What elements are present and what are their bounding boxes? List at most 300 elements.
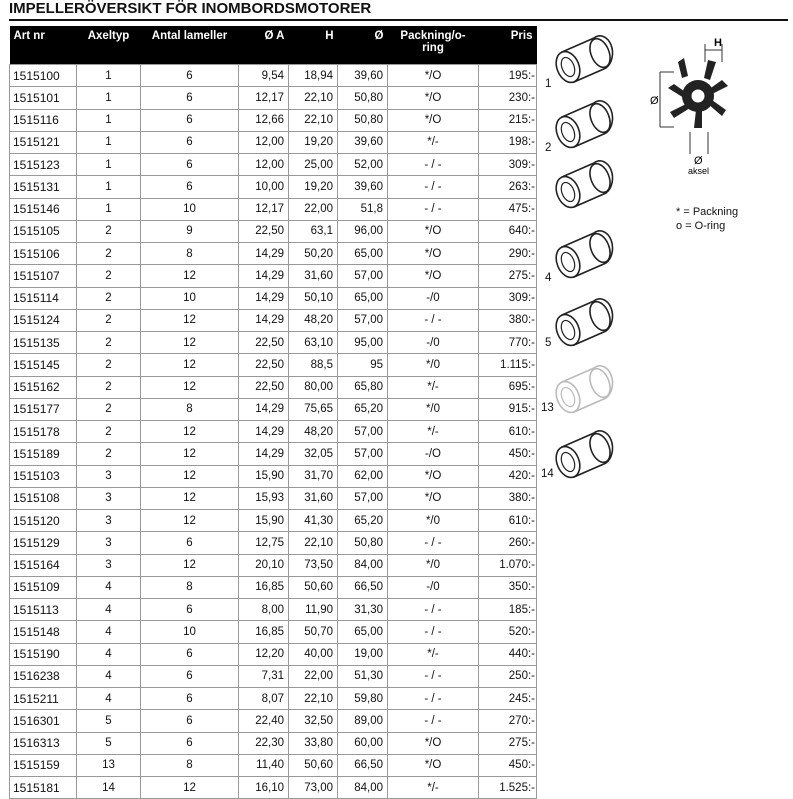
cell-lameller: 6 xyxy=(141,532,239,554)
cell-axeltyp: 1 xyxy=(77,87,141,109)
cell-dia-a: 12,66 xyxy=(239,109,289,131)
cell-packning: */O xyxy=(388,465,479,487)
cell-pris: 640:- xyxy=(479,220,537,242)
cell-dia-a: 16,85 xyxy=(239,621,289,643)
cell-pris: 695:- xyxy=(479,376,537,398)
cell-axeltyp: 3 xyxy=(77,554,141,576)
table-row xyxy=(10,621,537,643)
cell-packning: */0 xyxy=(388,354,479,376)
cell-pris: 309:- xyxy=(479,154,537,176)
shaft-sleeve-icon xyxy=(548,225,618,290)
cell-lameller: 12 xyxy=(141,777,239,799)
cell-lameller: 12 xyxy=(141,421,239,443)
cell-h: 88,5 xyxy=(289,354,338,376)
cell-art-nr: 1515148 xyxy=(10,621,77,643)
cell-lameller: 6 xyxy=(141,732,239,754)
table-row xyxy=(10,109,537,131)
shaft-type-number: 4 xyxy=(545,272,552,284)
table-row xyxy=(10,243,537,265)
shaft-sleeve-icon xyxy=(548,293,618,358)
cell-pris: 230:- xyxy=(479,87,537,109)
cell-dia-a: 14,29 xyxy=(239,443,289,465)
cell-h: 22,00 xyxy=(289,198,338,220)
cell-lameller: 12 xyxy=(141,510,239,532)
cell-axeltyp: 3 xyxy=(77,487,141,509)
table-row xyxy=(10,176,537,198)
table-row xyxy=(10,732,537,754)
cell-dia-a: 15,90 xyxy=(239,465,289,487)
table-row xyxy=(10,87,537,109)
cell-lameller: 10 xyxy=(141,621,239,643)
col-header-pris: Pris xyxy=(479,26,537,65)
cell-dia: 39,60 xyxy=(338,176,388,198)
cell-axeltyp: 2 xyxy=(77,309,141,331)
shaft-type-number: 13 xyxy=(541,402,554,414)
cell-axeltyp: 2 xyxy=(77,243,141,265)
cell-pris: 450:- xyxy=(479,754,537,776)
cell-pris: 450:- xyxy=(479,443,537,465)
table-row xyxy=(10,220,537,242)
table-row xyxy=(10,688,537,710)
cell-dia: 57,00 xyxy=(338,309,388,331)
cell-dia-a: 14,29 xyxy=(239,243,289,265)
cell-art-nr: 1515114 xyxy=(10,287,77,309)
cell-packning: */- xyxy=(388,376,479,398)
cell-art-nr: 1515162 xyxy=(10,376,77,398)
cell-dia: 50,80 xyxy=(338,109,388,131)
shaft-sleeve-icon xyxy=(548,425,618,490)
cell-dia-a: 14,29 xyxy=(239,309,289,331)
cell-h: 50,60 xyxy=(289,576,338,598)
cell-pris: 380:- xyxy=(479,487,537,509)
table-body xyxy=(10,65,537,799)
cell-h: 50,10 xyxy=(289,287,338,309)
cell-dia-a: 22,30 xyxy=(239,732,289,754)
table-row xyxy=(10,154,537,176)
impeller-table xyxy=(9,26,537,799)
cell-packning: */O xyxy=(388,754,479,776)
shaft-sleeve-icon xyxy=(548,30,618,95)
shaft-word: aksel xyxy=(688,166,710,176)
cell-lameller: 12 xyxy=(141,309,239,331)
cell-lameller: 6 xyxy=(141,87,239,109)
cell-packning: */O xyxy=(388,109,479,131)
cell-dia: 51,8 xyxy=(338,198,388,220)
col-header-dia: Ø xyxy=(338,26,388,65)
cell-pris: 275:- xyxy=(479,732,537,754)
cell-pris: 1.525:- xyxy=(479,777,537,799)
cell-pris: 215:- xyxy=(479,109,537,131)
cell-dia: 65,00 xyxy=(338,621,388,643)
cell-dia: 52,00 xyxy=(338,154,388,176)
table-row xyxy=(10,754,537,776)
cell-axeltyp: 4 xyxy=(77,621,141,643)
cell-art-nr: 1515109 xyxy=(10,576,77,598)
cell-packning: - / - xyxy=(388,710,479,732)
cell-axeltyp: 2 xyxy=(77,265,141,287)
cell-dia: 57,00 xyxy=(338,421,388,443)
cell-packning: */- xyxy=(388,131,479,153)
cell-h: 40,00 xyxy=(289,643,338,665)
cell-art-nr: 1515145 xyxy=(10,354,77,376)
cell-pris: 420:- xyxy=(479,465,537,487)
cell-packning: - / - xyxy=(388,532,479,554)
table-row xyxy=(10,665,537,687)
cell-axeltyp: 2 xyxy=(77,398,141,420)
cell-axeltyp: 4 xyxy=(77,665,141,687)
cell-pris: 380:- xyxy=(479,309,537,331)
table-row xyxy=(10,465,537,487)
cell-axeltyp: 2 xyxy=(77,376,141,398)
page-title: IMPELLERÖVERSIKT FÖR INOMBORDSMOTORER xyxy=(9,0,372,17)
cell-dia: 66,50 xyxy=(338,754,388,776)
table-row xyxy=(10,198,537,220)
cell-packning: - / - xyxy=(388,309,479,331)
table-row xyxy=(10,710,537,732)
shaft-type-number: 1 xyxy=(545,78,552,90)
cell-h: 33,80 xyxy=(289,732,338,754)
table-row xyxy=(10,576,537,598)
cell-dia-a: 22,40 xyxy=(239,710,289,732)
cell-dia: 65,20 xyxy=(338,510,388,532)
cell-packning: */- xyxy=(388,421,479,443)
cell-axeltyp: 2 xyxy=(77,421,141,443)
cell-axeltyp: 4 xyxy=(77,599,141,621)
cell-art-nr: 1515105 xyxy=(10,220,77,242)
cell-art-nr: 1515159 xyxy=(10,754,77,776)
cell-h: 48,20 xyxy=(289,309,338,331)
cell-art-nr: 1515113 xyxy=(10,599,77,621)
cell-axeltyp: 1 xyxy=(77,109,141,131)
cell-lameller: 6 xyxy=(141,665,239,687)
cell-axeltyp: 13 xyxy=(77,754,141,776)
cell-h: 31,60 xyxy=(289,265,338,287)
table-row xyxy=(10,487,537,509)
cell-axeltyp: 1 xyxy=(77,198,141,220)
cell-dia: 50,80 xyxy=(338,87,388,109)
cell-axeltyp: 3 xyxy=(77,465,141,487)
cell-h: 22,10 xyxy=(289,688,338,710)
cell-pris: 1.070:- xyxy=(479,554,537,576)
cell-dia: 59,80 xyxy=(338,688,388,710)
cell-pris: 250:- xyxy=(479,665,537,687)
cell-dia: 51,30 xyxy=(338,665,388,687)
cell-pris: 263:- xyxy=(479,176,537,198)
cell-dia: 57,00 xyxy=(338,443,388,465)
cell-dia-a: 22,50 xyxy=(239,354,289,376)
cell-art-nr: 1515177 xyxy=(10,398,77,420)
cell-art-nr: 1515101 xyxy=(10,87,77,109)
col-header-antal-lameller: Antal lameller xyxy=(141,26,239,65)
cell-axeltyp: 1 xyxy=(77,131,141,153)
cell-h: 19,20 xyxy=(289,176,338,198)
cell-dia: 57,00 xyxy=(338,265,388,287)
cell-dia: 62,00 xyxy=(338,465,388,487)
legend-oring: o = O-ring xyxy=(676,220,726,232)
cell-lameller: 8 xyxy=(141,243,239,265)
cell-pris: 915:- xyxy=(479,398,537,420)
cell-pris: 270:- xyxy=(479,710,537,732)
cell-lameller: 10 xyxy=(141,198,239,220)
cell-axeltyp: 14 xyxy=(77,777,141,799)
table-row xyxy=(10,421,537,443)
cell-dia-a: 12,17 xyxy=(239,198,289,220)
cell-dia-a: 22,50 xyxy=(239,376,289,398)
cell-dia-a: 12,17 xyxy=(239,87,289,109)
cell-art-nr: 1515178 xyxy=(10,421,77,443)
cell-packning: - / - xyxy=(388,176,479,198)
cell-art-nr: 1515146 xyxy=(10,198,77,220)
cell-lameller: 6 xyxy=(141,176,239,198)
cell-h: 32,05 xyxy=(289,443,338,465)
cell-h: 11,90 xyxy=(289,599,338,621)
cell-lameller: 6 xyxy=(141,710,239,732)
cell-axeltyp: 2 xyxy=(77,287,141,309)
cell-art-nr: 1515107 xyxy=(10,265,77,287)
table-header-row xyxy=(10,26,537,65)
cell-art-nr: 1515123 xyxy=(10,154,77,176)
cell-pris: 260:- xyxy=(479,532,537,554)
cell-packning: */0 xyxy=(388,510,479,532)
cell-h: 22,10 xyxy=(289,87,338,109)
cell-art-nr: 1515120 xyxy=(10,510,77,532)
cell-dia: 95,00 xyxy=(338,332,388,354)
table-row xyxy=(10,443,537,465)
cell-pris: 198:- xyxy=(479,131,537,153)
cell-art-nr: 1515124 xyxy=(10,309,77,331)
table-row xyxy=(10,643,537,665)
table-row xyxy=(10,309,537,331)
cell-axeltyp: 2 xyxy=(77,354,141,376)
cell-pris: 770:- xyxy=(479,332,537,354)
cell-dia-a: 12,75 xyxy=(239,532,289,554)
cell-axeltyp: 3 xyxy=(77,510,141,532)
cell-packning: - / - xyxy=(388,198,479,220)
table-row xyxy=(10,599,537,621)
col-header-packning: Packning/o-ring xyxy=(388,26,479,65)
cell-dia-a: 15,90 xyxy=(239,510,289,532)
cell-dia-a: 14,29 xyxy=(239,421,289,443)
h-label: H xyxy=(714,37,722,49)
table-row xyxy=(10,554,537,576)
cell-h: 63,10 xyxy=(289,332,338,354)
cell-dia: 65,00 xyxy=(338,287,388,309)
cell-axeltyp: 4 xyxy=(77,576,141,598)
cell-packning: */O xyxy=(388,243,479,265)
cell-packning: */0 xyxy=(388,398,479,420)
cell-packning: - / - xyxy=(388,688,479,710)
cell-pris: 440:- xyxy=(479,643,537,665)
cell-packning: -/0 xyxy=(388,332,479,354)
cell-dia-a: 9,54 xyxy=(239,65,289,87)
cell-dia-a: 12,00 xyxy=(239,131,289,153)
cell-h: 22,10 xyxy=(289,532,338,554)
cell-axeltyp: 5 xyxy=(77,710,141,732)
cell-art-nr: 1515108 xyxy=(10,487,77,509)
cell-art-nr: 1516238 xyxy=(10,665,77,687)
cell-axeltyp: 5 xyxy=(77,732,141,754)
cell-lameller: 12 xyxy=(141,443,239,465)
cell-art-nr: 1515131 xyxy=(10,176,77,198)
title-divider xyxy=(9,19,788,21)
cell-h: 18,94 xyxy=(289,65,338,87)
cell-dia-a: 8,00 xyxy=(239,599,289,621)
cell-axeltyp: 2 xyxy=(77,443,141,465)
shaft-sleeve-icon xyxy=(548,360,618,425)
cell-packning: -/O xyxy=(388,443,479,465)
cell-h: 31,60 xyxy=(289,487,338,509)
shaft-sleeve-icon xyxy=(548,155,618,220)
cell-h: 48,20 xyxy=(289,421,338,443)
cell-packning: - / - xyxy=(388,665,479,687)
cell-axeltyp: 4 xyxy=(77,643,141,665)
shaft-type-number: 2 xyxy=(545,142,552,154)
cell-lameller: 12 xyxy=(141,554,239,576)
cell-lameller: 6 xyxy=(141,131,239,153)
table-row xyxy=(10,65,537,87)
cell-art-nr: 1515100 xyxy=(10,65,77,87)
cell-pris: 610:- xyxy=(479,421,537,443)
cell-lameller: 8 xyxy=(141,398,239,420)
cell-lameller: 12 xyxy=(141,354,239,376)
cell-dia: 66,50 xyxy=(338,576,388,598)
cell-dia-a: 10,00 xyxy=(239,176,289,198)
col-header-axeltyp: Axeltyp xyxy=(77,26,141,65)
cell-art-nr: 1515135 xyxy=(10,332,77,354)
cell-dia: 57,00 xyxy=(338,487,388,509)
cell-pris: 475:- xyxy=(479,198,537,220)
cell-pris: 309:- xyxy=(479,287,537,309)
col-header-dia-a: Ø A xyxy=(239,26,289,65)
cell-lameller: 9 xyxy=(141,220,239,242)
cell-packning: */0 xyxy=(388,554,479,576)
cell-pris: 520:- xyxy=(479,621,537,643)
dia-label: Ø xyxy=(650,95,659,107)
cell-h: 50,20 xyxy=(289,243,338,265)
cell-art-nr: 1515121 xyxy=(10,131,77,153)
table-row xyxy=(10,777,537,799)
cell-dia-a: 16,85 xyxy=(239,576,289,598)
cell-h: 73,50 xyxy=(289,554,338,576)
cell-packning: */O xyxy=(388,265,479,287)
cell-h: 50,60 xyxy=(289,754,338,776)
cell-art-nr: 1515181 xyxy=(10,777,77,799)
cell-art-nr: 1516301 xyxy=(10,710,77,732)
cell-dia-a: 8,07 xyxy=(239,688,289,710)
cell-packning: - / - xyxy=(388,154,479,176)
cell-axeltyp: 1 xyxy=(77,176,141,198)
cell-dia-a: 12,00 xyxy=(239,154,289,176)
cell-dia: 65,20 xyxy=(338,398,388,420)
cell-packning: -/0 xyxy=(388,576,479,598)
cell-axeltyp: 1 xyxy=(77,154,141,176)
cell-axeltyp: 4 xyxy=(77,688,141,710)
cell-h: 75,65 xyxy=(289,398,338,420)
table-row xyxy=(10,532,537,554)
cell-pris: 350:- xyxy=(479,576,537,598)
cell-dia: 60,00 xyxy=(338,732,388,754)
shaft-type-number: 5 xyxy=(545,337,552,349)
cell-axeltyp: 1 xyxy=(77,65,141,87)
cell-dia-a: 14,29 xyxy=(239,398,289,420)
cell-art-nr: 1515211 xyxy=(10,688,77,710)
cell-axeltyp: 3 xyxy=(77,532,141,554)
table-row xyxy=(10,332,537,354)
cell-packning: */O xyxy=(388,487,479,509)
cell-packning: - / - xyxy=(388,599,479,621)
cell-dia-a: 12,20 xyxy=(239,643,289,665)
cell-lameller: 8 xyxy=(141,754,239,776)
col-header-art-nr: Art nr xyxy=(10,26,77,65)
cell-dia: 31,30 xyxy=(338,599,388,621)
col-header-h: H xyxy=(289,26,338,65)
cell-axeltyp: 2 xyxy=(77,332,141,354)
cell-lameller: 10 xyxy=(141,287,239,309)
cell-dia: 84,00 xyxy=(338,777,388,799)
cell-lameller: 6 xyxy=(141,154,239,176)
table-row xyxy=(10,510,537,532)
cell-h: 22,10 xyxy=(289,109,338,131)
cell-pris: 275:- xyxy=(479,265,537,287)
cell-lameller: 12 xyxy=(141,265,239,287)
cell-packning: - / - xyxy=(388,621,479,643)
cell-packning: */O xyxy=(388,87,479,109)
cell-dia-a: 7,31 xyxy=(239,665,289,687)
shaft-type-number: 14 xyxy=(541,468,554,480)
impeller-dimension-diagram xyxy=(650,32,755,182)
cell-packning: */O xyxy=(388,732,479,754)
cell-dia-a: 20,10 xyxy=(239,554,289,576)
shaft-sleeve-icon xyxy=(548,95,618,160)
table-row xyxy=(10,376,537,398)
cell-art-nr: 1515116 xyxy=(10,109,77,131)
cell-lameller: 8 xyxy=(141,576,239,598)
cell-pris: 195:- xyxy=(479,65,537,87)
cell-packning: */- xyxy=(388,777,479,799)
cell-dia: 19,00 xyxy=(338,643,388,665)
cell-lameller: 12 xyxy=(141,332,239,354)
cell-art-nr: 1515189 xyxy=(10,443,77,465)
cell-pris: 185:- xyxy=(479,599,537,621)
cell-dia: 50,80 xyxy=(338,532,388,554)
legend-packning: * = Packning xyxy=(676,206,739,218)
cell-axeltyp: 2 xyxy=(77,220,141,242)
cell-art-nr: 1515164 xyxy=(10,554,77,576)
cell-lameller: 12 xyxy=(141,487,239,509)
cell-dia: 95 xyxy=(338,354,388,376)
cell-h: 25,00 xyxy=(289,154,338,176)
cell-lameller: 12 xyxy=(141,376,239,398)
cell-h: 73,00 xyxy=(289,777,338,799)
cell-dia: 89,00 xyxy=(338,710,388,732)
cell-lameller: 6 xyxy=(141,643,239,665)
cell-dia-a: 11,40 xyxy=(239,754,289,776)
cell-pris: 610:- xyxy=(479,510,537,532)
cell-dia-a: 16,10 xyxy=(239,777,289,799)
cell-lameller: 6 xyxy=(141,109,239,131)
cell-packning: */O xyxy=(388,65,479,87)
cell-dia: 65,80 xyxy=(338,376,388,398)
cell-h: 19,20 xyxy=(289,131,338,153)
cell-pris: 245:- xyxy=(479,688,537,710)
cell-pris: 1.115:- xyxy=(479,354,537,376)
table-row xyxy=(10,131,537,153)
cell-dia-a: 15,93 xyxy=(239,487,289,509)
cell-dia-a: 14,29 xyxy=(239,265,289,287)
cell-h: 41,30 xyxy=(289,510,338,532)
cell-art-nr: 1515129 xyxy=(10,532,77,554)
cell-dia: 39,60 xyxy=(338,131,388,153)
